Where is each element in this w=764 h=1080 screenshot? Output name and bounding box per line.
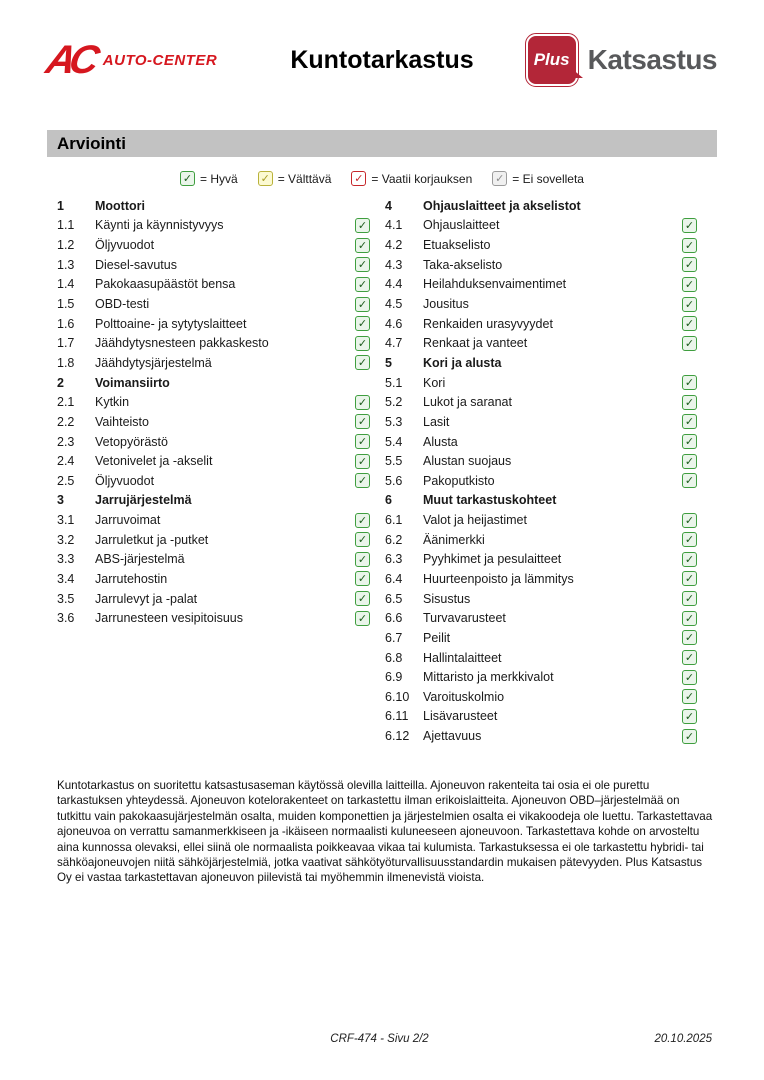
checklist-row bbox=[385, 373, 697, 393]
checklist-row bbox=[385, 275, 697, 295]
page-title: Kuntotarkastus bbox=[290, 46, 474, 74]
row-number: 6.8 bbox=[385, 650, 403, 665]
checklist-row bbox=[57, 216, 370, 236]
page-header bbox=[42, 34, 717, 98]
item-label: Taka-akselisto bbox=[423, 257, 503, 272]
status-checkbox-good-icon: ✓ bbox=[355, 552, 370, 567]
status-checkbox-good-icon: ✓ bbox=[682, 650, 697, 665]
item-label: Lisävarusteet bbox=[423, 709, 498, 724]
status-checkbox-good-icon: ✓ bbox=[355, 434, 370, 449]
status-checkbox-good-icon: ✓ bbox=[682, 729, 697, 744]
status-checkbox-good-icon: ✓ bbox=[355, 473, 370, 488]
item-label: Kytkin bbox=[95, 395, 130, 410]
status-checkbox-good-icon: ✓ bbox=[682, 709, 697, 724]
checklist-row bbox=[385, 412, 697, 432]
status-checkbox-good-icon: ✓ bbox=[682, 414, 697, 429]
checklist-row bbox=[57, 294, 370, 314]
row-number: 6.6 bbox=[385, 611, 403, 626]
status-checkbox-good-icon: ✓ bbox=[682, 689, 697, 704]
checklist-row bbox=[57, 569, 370, 589]
inspection-checklist bbox=[57, 196, 707, 746]
checkbox-na-icon: ✓ bbox=[492, 171, 507, 186]
checklist-row bbox=[57, 275, 370, 295]
row-number: 6.1 bbox=[385, 513, 403, 528]
row-number: 3.3 bbox=[57, 552, 75, 567]
row-number: 6.9 bbox=[385, 670, 403, 685]
section-header-row bbox=[57, 373, 370, 393]
checklist-row bbox=[385, 451, 697, 471]
section-title: Voimansiirto bbox=[95, 375, 170, 390]
checklist-row bbox=[57, 314, 370, 334]
checklist-row bbox=[57, 432, 370, 452]
checklist-row bbox=[385, 392, 697, 412]
row-number: 5.5 bbox=[385, 454, 403, 469]
item-label: Öljyvuodot bbox=[95, 238, 155, 253]
item-label: Jäähdytysjärjestelmä bbox=[95, 355, 212, 370]
item-label: Jousitus bbox=[423, 297, 469, 312]
status-checkbox-good-icon: ✓ bbox=[355, 297, 370, 312]
status-checkbox-good-icon: ✓ bbox=[355, 571, 370, 586]
plus-katsastus-logo bbox=[526, 34, 717, 86]
item-label: Jarrutehostin bbox=[95, 571, 168, 586]
checklist-row bbox=[385, 589, 697, 609]
item-label: Alustan suojaus bbox=[423, 454, 512, 469]
item-label: Polttoaine- ja sytytyslaitteet bbox=[95, 316, 247, 331]
row-number: 3.2 bbox=[57, 532, 75, 547]
item-label: Jarrunesteen vesipitoisuus bbox=[95, 611, 243, 626]
status-checkbox-good-icon: ✓ bbox=[682, 297, 697, 312]
item-label: Vetonivelet ja -akselit bbox=[95, 454, 213, 469]
item-label: Jarruletkut ja -putket bbox=[95, 532, 209, 547]
item-label: Ohjauslaitteet bbox=[423, 218, 500, 233]
item-label: Mittaristo ja merkkivalot bbox=[423, 670, 554, 685]
row-number: 1 bbox=[57, 198, 64, 213]
checklist-row bbox=[385, 471, 697, 491]
status-checkbox-good-icon: ✓ bbox=[682, 238, 697, 253]
checklist-row bbox=[385, 333, 697, 353]
row-number: 6 bbox=[385, 493, 392, 508]
item-label: Äänimerkki bbox=[423, 532, 485, 547]
section-header-row bbox=[385, 491, 697, 511]
row-number: 5.1 bbox=[385, 375, 403, 390]
item-label: Ajettavuus bbox=[423, 729, 482, 744]
item-label: Sisustus bbox=[423, 591, 471, 606]
section-title: Jarrujärjestelmä bbox=[95, 493, 192, 508]
row-number: 6.4 bbox=[385, 571, 403, 586]
status-checkbox-good-icon: ✓ bbox=[355, 257, 370, 272]
auto-center-monogram-icon: AC bbox=[42, 38, 98, 82]
row-number: 2 bbox=[57, 375, 64, 390]
row-number: 1.4 bbox=[57, 277, 75, 292]
row-number: 4.5 bbox=[385, 297, 403, 312]
checklist-column-right bbox=[385, 196, 697, 746]
status-checkbox-good-icon: ✓ bbox=[355, 277, 370, 292]
status-checkbox-good-icon: ✓ bbox=[682, 277, 697, 292]
row-number: 5.3 bbox=[385, 414, 403, 429]
legend-item-na bbox=[492, 171, 584, 186]
status-checkbox-good-icon: ✓ bbox=[682, 375, 697, 390]
checklist-row bbox=[385, 628, 697, 648]
status-checkbox-good-icon: ✓ bbox=[682, 316, 697, 331]
checklist-row bbox=[385, 235, 697, 255]
row-number: 3.4 bbox=[57, 571, 75, 586]
item-label: Alusta bbox=[423, 434, 458, 449]
item-label: Pakokaasupäästöt bensa bbox=[95, 277, 236, 292]
status-checkbox-good-icon: ✓ bbox=[355, 454, 370, 469]
section-bar-title: Arviointi bbox=[57, 133, 126, 153]
row-number: 6.5 bbox=[385, 591, 403, 606]
checklist-row bbox=[385, 255, 697, 275]
item-label: Renkaiden urasyvyydet bbox=[423, 316, 553, 331]
item-label: Huurteenpoisto ja lämmitys bbox=[423, 571, 574, 586]
row-number: 1.7 bbox=[57, 336, 75, 351]
row-number: 4.7 bbox=[385, 336, 403, 351]
status-checkbox-good-icon: ✓ bbox=[355, 238, 370, 253]
row-number: 4.4 bbox=[385, 277, 403, 292]
checkbox-good-icon: ✓ bbox=[180, 171, 195, 186]
status-checkbox-good-icon: ✓ bbox=[682, 513, 697, 528]
item-label: Vaihteisto bbox=[95, 414, 149, 429]
legend-label-good: = Hyvä bbox=[200, 171, 238, 186]
item-label: Lukot ja saranat bbox=[423, 395, 512, 410]
checklist-row bbox=[385, 216, 697, 236]
item-label: Käynti ja käynnistyvyys bbox=[95, 218, 224, 233]
row-number: 6.12 bbox=[385, 729, 410, 744]
row-number: 1.3 bbox=[57, 257, 75, 272]
checklist-row bbox=[57, 510, 370, 530]
status-checkbox-good-icon: ✓ bbox=[355, 355, 370, 370]
row-number: 5 bbox=[385, 355, 392, 370]
row-number: 2.5 bbox=[57, 473, 75, 488]
disclaimer-text: Kuntotarkastus on suoritettu katsastusaseman käytössä olevilla laitteilla. Ajoneuvon rakenteita tai osia ei ole purettu tarkastuksen yhteydessä. Ajoneuvon kotelorakenteet on tarkastettu ilman erikoislaitteita. Ajoneuvon OBD–järjestelmää on tutkittu vain pakokaasujärjestelmän osalta, muiden komponettien ja järjestelmien osalta ei vikakoodeja ole luettu. Tarkastettavaa ajoneuvoa on verrattu samanmerkkiseen ja -ikäiseen normaalisti kuluneeseen ajoneuvoon. Tarkastettava kohde on arvosteltu aina kunnossa olevaksi, ellei siinä ole normaalista poikkeavaa vikaa tai kulumista. Tarkastuksessa ei ole tarkastettu hybridi- tai sähköajoneuvojen niitä sähköjärjestelmiä, jotka vaativat sähkötyöturvallisuusstandardin mukaisen pätevyyden. Plus Katsastus Oy ei vastaa tarkastettavan ajoneuvon piilevistä tai myöhemmin ilmenevistä vioista. bbox=[57, 779, 713, 885]
checklist-row bbox=[57, 333, 370, 353]
status-checkbox-good-icon: ✓ bbox=[355, 218, 370, 233]
plus-badge-text: Plus bbox=[533, 50, 570, 69]
row-number: 3.1 bbox=[57, 513, 75, 528]
status-checkbox-good-icon: ✓ bbox=[682, 395, 697, 410]
checklist-row bbox=[57, 471, 370, 491]
section-title: Muut tarkastuskohteet bbox=[423, 493, 557, 508]
legend-label-fair: = Välttävä bbox=[277, 171, 332, 186]
checklist-row bbox=[385, 314, 697, 334]
checklist-row bbox=[57, 412, 370, 432]
row-number: 2.2 bbox=[57, 414, 75, 429]
checkbox-fair-icon: ✓ bbox=[258, 171, 273, 186]
status-checkbox-good-icon: ✓ bbox=[355, 591, 370, 606]
checklist-row bbox=[385, 550, 697, 570]
item-label: Pyyhkimet ja pesulaitteet bbox=[423, 552, 562, 567]
section-title: Moottori bbox=[95, 198, 145, 213]
item-label: ABS-järjestelmä bbox=[95, 552, 185, 567]
status-checkbox-good-icon: ✓ bbox=[682, 434, 697, 449]
row-number: 3 bbox=[57, 493, 64, 508]
item-label: Jäähdytysnesteen pakkaskesto bbox=[95, 336, 269, 351]
checklist-row bbox=[385, 510, 697, 530]
row-number: 6.7 bbox=[385, 630, 403, 645]
item-label: Varoituskolmio bbox=[423, 689, 505, 704]
row-number: 3.6 bbox=[57, 611, 75, 626]
status-checkbox-good-icon: ✓ bbox=[355, 395, 370, 410]
status-checkbox-good-icon: ✓ bbox=[682, 336, 697, 351]
status-checkbox-good-icon: ✓ bbox=[682, 591, 697, 606]
plus-badge-icon bbox=[526, 34, 578, 86]
legend-item-repair bbox=[351, 171, 472, 186]
legend-label-repair: = Vaatii korjauksen bbox=[371, 171, 473, 186]
row-number: 1.8 bbox=[57, 355, 75, 370]
legend-label-na: = Ei sovelleta bbox=[512, 171, 584, 186]
section-title: Ohjauslaitteet ja akselistot bbox=[423, 198, 581, 213]
checklist-column-left bbox=[57, 196, 370, 746]
status-checkbox-good-icon: ✓ bbox=[355, 532, 370, 547]
status-checkbox-good-icon: ✓ bbox=[355, 414, 370, 429]
checklist-row bbox=[385, 432, 697, 452]
footer-date: 20.10.2025 bbox=[654, 1033, 712, 1045]
checklist-row bbox=[57, 235, 370, 255]
row-number: 1.6 bbox=[57, 316, 75, 331]
row-number: 3.5 bbox=[57, 591, 75, 606]
status-checkbox-good-icon: ✓ bbox=[682, 454, 697, 469]
item-label: Hallintalaitteet bbox=[423, 650, 502, 665]
row-number: 5.6 bbox=[385, 473, 403, 488]
checklist-row bbox=[385, 726, 697, 746]
checklist-row bbox=[57, 255, 370, 275]
status-checkbox-good-icon: ✓ bbox=[682, 218, 697, 233]
item-label: Valot ja heijastimet bbox=[423, 513, 527, 528]
checklist-row bbox=[385, 530, 697, 550]
row-number: 5.2 bbox=[385, 395, 403, 410]
row-number: 6.11 bbox=[385, 709, 409, 724]
checklist-row bbox=[57, 392, 370, 412]
status-checkbox-good-icon: ✓ bbox=[682, 532, 697, 547]
row-number: 5.4 bbox=[385, 434, 403, 449]
item-label: Peilit bbox=[423, 630, 451, 645]
item-label: Renkaat ja vanteet bbox=[423, 336, 528, 351]
row-number: 2.4 bbox=[57, 454, 75, 469]
legend-item-fair bbox=[258, 171, 332, 186]
section-header-row bbox=[57, 196, 370, 216]
checklist-row bbox=[385, 648, 697, 668]
row-number: 2.1 bbox=[57, 395, 75, 410]
section-title: Kori ja alusta bbox=[423, 355, 502, 370]
checklist-row bbox=[57, 530, 370, 550]
checklist-row bbox=[385, 294, 697, 314]
status-checkbox-good-icon: ✓ bbox=[355, 336, 370, 351]
row-number: 1.1 bbox=[57, 218, 75, 233]
status-checkbox-good-icon: ✓ bbox=[682, 670, 697, 685]
status-checkbox-good-icon: ✓ bbox=[355, 611, 370, 626]
item-label: Vetopyörästö bbox=[95, 434, 168, 449]
row-number: 6.10 bbox=[385, 689, 410, 704]
item-label: Diesel-savutus bbox=[95, 257, 177, 272]
row-number: 6.3 bbox=[385, 552, 403, 567]
checklist-row bbox=[57, 353, 370, 373]
checklist-row bbox=[57, 550, 370, 570]
row-number: 4.2 bbox=[385, 238, 403, 253]
item-label: Pakoputkisto bbox=[423, 473, 495, 488]
item-label: OBD-testi bbox=[95, 297, 150, 312]
item-label: Jarrulevyt ja -palat bbox=[95, 591, 198, 606]
checklist-row bbox=[57, 451, 370, 471]
status-checkbox-good-icon: ✓ bbox=[682, 473, 697, 488]
status-checkbox-good-icon: ✓ bbox=[682, 552, 697, 567]
row-number: 2.3 bbox=[57, 434, 75, 449]
row-number: 1.2 bbox=[57, 238, 75, 253]
status-legend bbox=[47, 171, 717, 186]
item-label: Öljyvuodot bbox=[95, 473, 155, 488]
item-label: Turvavarusteet bbox=[423, 611, 506, 626]
row-number: 4.6 bbox=[385, 316, 403, 331]
row-number: 6.2 bbox=[385, 532, 403, 547]
checkbox-repair-icon: ✓ bbox=[351, 171, 366, 186]
page-footer bbox=[47, 1033, 712, 1049]
row-number: 4.3 bbox=[385, 257, 403, 272]
status-checkbox-good-icon: ✓ bbox=[682, 571, 697, 586]
status-checkbox-good-icon: ✓ bbox=[682, 611, 697, 626]
item-label: Heilahduksenvaimentimet bbox=[423, 277, 567, 292]
item-label: Kori bbox=[423, 375, 446, 390]
status-checkbox-good-icon: ✓ bbox=[355, 513, 370, 528]
status-checkbox-good-icon: ✓ bbox=[682, 257, 697, 272]
checklist-row bbox=[57, 589, 370, 609]
item-label: Jarruvoimat bbox=[95, 513, 161, 528]
section-header-row bbox=[57, 491, 370, 511]
auto-center-logo bbox=[42, 38, 218, 82]
row-number: 4 bbox=[385, 198, 392, 213]
row-number: 1.5 bbox=[57, 297, 75, 312]
status-checkbox-good-icon: ✓ bbox=[355, 316, 370, 331]
checklist-row bbox=[385, 687, 697, 707]
checklist-row bbox=[385, 608, 697, 628]
document-ref-page-number: CRF-474 - Sivu 2/2 bbox=[330, 1033, 429, 1045]
item-label: Lasit bbox=[423, 414, 450, 429]
status-checkbox-good-icon: ✓ bbox=[682, 630, 697, 645]
katsastus-logo-text: Katsastus bbox=[587, 44, 717, 75]
auto-center-logo-text: AUTO-CENTER bbox=[102, 51, 218, 69]
row-number: 4.1 bbox=[385, 218, 403, 233]
checklist-row bbox=[385, 667, 697, 687]
section-bar-arviointi bbox=[47, 130, 717, 157]
checklist-row bbox=[57, 608, 370, 628]
legend-item-good bbox=[180, 171, 238, 186]
checklist-row bbox=[385, 707, 697, 727]
item-label: Etuakselisto bbox=[423, 238, 491, 253]
section-header-row bbox=[385, 196, 697, 216]
checklist-row bbox=[385, 569, 697, 589]
section-header-row bbox=[385, 353, 697, 373]
